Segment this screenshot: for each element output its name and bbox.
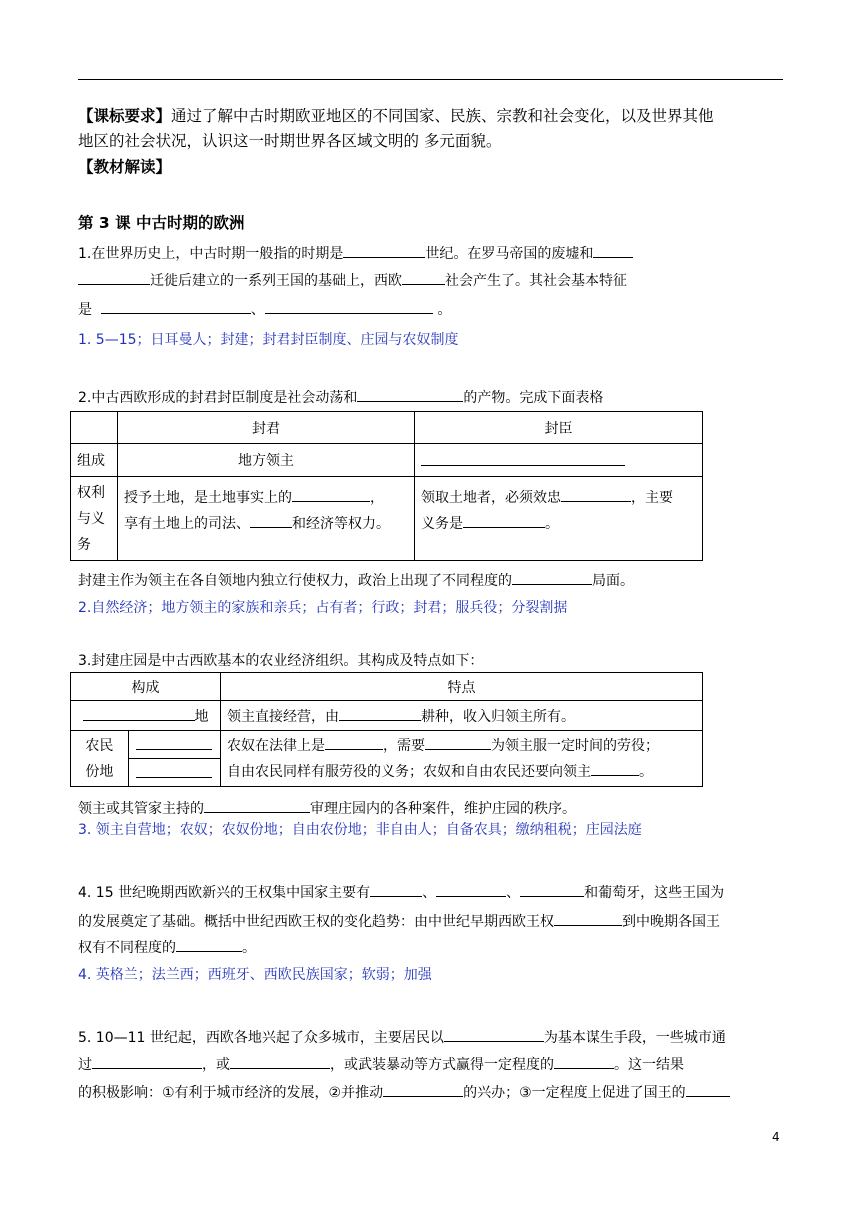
q3-line-1: 3.封建庄园是中古西欧基本的农业经济组织。其构成及特点如下： (78, 653, 484, 669)
q1-answer: 1. 5—15；日耳曼人；封建；封君封臣制度、庄园与农奴制度 (78, 332, 459, 348)
lord-composition: 地方领主 (118, 444, 415, 477)
fill-blank (554, 1054, 614, 1069)
fill-blank (593, 243, 633, 258)
fill-blank (339, 706, 421, 721)
fill-blank (343, 243, 425, 258)
composition-demesne: 地 (71, 701, 221, 731)
q1-line-1: 1.在世界历史上，中古时期一般指的时期是 世纪。在罗马帝国的废墟和 (78, 243, 633, 264)
curriculum-requirement-line-1: 【课标要求】通过了解中古时期欧亚地区的不同国家、民族、宗教和社会变化，以及世界其他 (78, 107, 714, 125)
textbook-interpretation-label: 【教材解读】 (78, 158, 172, 176)
header-lord: 封君 (118, 412, 415, 444)
fill-blank (265, 299, 433, 314)
feudal-relationship-table (70, 411, 703, 561)
fill-blank (383, 1082, 463, 1097)
fill-blank (92, 1054, 202, 1069)
fill-blank (136, 763, 212, 778)
q4-line-3: 权有不同程度的 。 (78, 937, 256, 958)
vassal-duties: 领取土地者，必须效忠 ，主要 义务是 。 (415, 477, 703, 561)
fill-blank (591, 761, 639, 776)
fill-blank (176, 937, 242, 952)
fill-blank (561, 487, 631, 502)
fill-blank (83, 706, 195, 721)
fill-blank (370, 882, 422, 897)
composition-peasant-holdings: 农民 份地 (71, 731, 129, 787)
q2-line-1: 2.中古西欧形成的封君封臣制度是社会动荡和 的产物。完成下面表格 (78, 387, 603, 408)
fill-blank (512, 570, 592, 585)
row-label-composition: 组成 (71, 444, 118, 477)
q1-line-2: 迁徙后建立的一系列王国的基础上，西欧 社会产生了。其社会基本特征 (78, 270, 627, 291)
fill-blank (402, 270, 445, 285)
manor-table (70, 672, 703, 787)
fill-blank (421, 451, 625, 466)
q2-answer: 2.自然经济；地方领主的家族和亲兵；占有者；行政；封君；服兵役；分裂割据 (78, 600, 568, 616)
fill-blank (250, 513, 292, 528)
holding-type-2 (128, 759, 220, 787)
fill-blank (292, 487, 370, 502)
q5-line-1: 5. 10—11 世纪起，西欧各地兴起了众多城市，主要居民以 为基本谋生手段，一些城市通 (78, 1027, 726, 1048)
fill-blank (230, 1054, 330, 1069)
q4-answer: 4. 英格兰；法兰西；西班牙、西欧民族国家；软弱；加强 (78, 967, 432, 983)
holding-type-1 (128, 731, 220, 759)
curriculum-requirement-label: 【课标要求】 (78, 107, 172, 125)
fill-blank (436, 882, 506, 897)
fill-blank (425, 735, 491, 750)
q2-after-table: 封建主作为领主在各自领地内独立行使权力，政治上出现了不同程度的 局面。 (78, 570, 634, 591)
fill-blank (101, 299, 251, 314)
fill-blank (520, 882, 584, 897)
q4-line-2: 的发展奠定了基础。概括中世纪西欧王权的变化趋势：由中世纪早期西欧王权 到中晚期各国王 (78, 911, 720, 932)
fill-blank (357, 387, 463, 402)
row-label-rights-duties: 权利 与义 务 (71, 477, 118, 561)
q3-answer: 3. 领主自营地；农奴；农奴份地；自由农份地；非自由人；自备农具；缴纳租税；庄园法庭 (78, 822, 642, 838)
header-rule (78, 79, 783, 80)
header-features: 特点 (221, 673, 703, 701)
q1-line-3: 是 、 。 (78, 299, 451, 320)
q3-after-table: 领主或其管家主持的 审理庄园内的各种案件，维护庄园的秩序。 (78, 798, 576, 819)
fill-blank (686, 1082, 730, 1097)
curriculum-requirement-line-2: 地区的社会状况，认识这一时期世界各区域文明的 多元面貌。 (78, 132, 502, 150)
fill-blank (136, 735, 212, 750)
feature-peasant-holdings: 农奴在法律上是 ，需要 为领主服一定时间的劳役； 自由农民同样有服劳役的义务；农奴和自由农民还要向领主 。 (221, 731, 703, 787)
fill-blank (444, 1027, 544, 1042)
vassal-composition (415, 444, 703, 477)
fill-blank (204, 798, 310, 813)
feature-demesne: 领主直接经营，由 耕种，收入归领主所有。 (221, 701, 703, 731)
q4-line-1: 4. 15 世纪晚期西欧新兴的王权集中国家主要有 、 、 和葡萄牙，这些王国为 (78, 882, 724, 903)
fill-blank (463, 513, 545, 528)
q5-line-3: 的积极影响：①有利于城市经济的发展，②并推动 的兴办；③一定程度上促进了国王的 (78, 1082, 730, 1103)
fill-blank (78, 270, 150, 285)
fill-blank (325, 735, 383, 750)
fill-blank (554, 911, 622, 926)
header-composition: 构成 (71, 673, 221, 701)
lord-rights: 授予土地，是土地事实上的 ， 享有土地上的司法、 和经济等权力。 (118, 477, 415, 561)
lesson-title: 第 3 课 中古时期的欧洲 (78, 214, 245, 232)
page-number: 4 (772, 1130, 780, 1144)
q5-line-2: 过 ，或 ，或武装暴动等方式赢得一定程度的 。这一结果 (78, 1054, 684, 1075)
header-vassal: 封臣 (415, 412, 703, 444)
